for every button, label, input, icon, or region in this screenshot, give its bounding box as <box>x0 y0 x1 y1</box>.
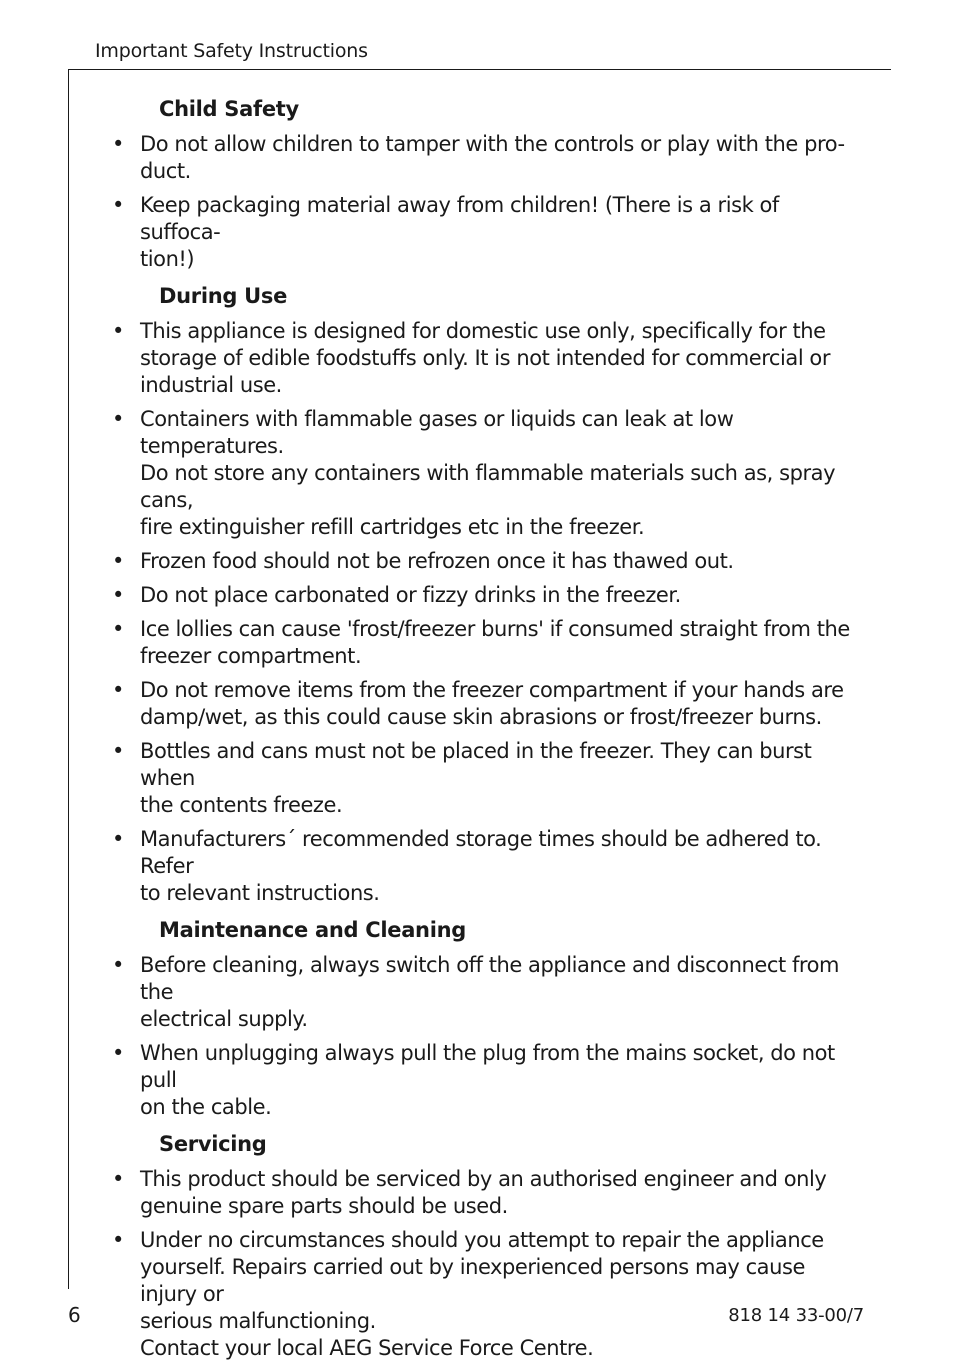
bullet-icon: • <box>112 678 124 702</box>
bullet-icon: • <box>112 1041 124 1065</box>
section-during-use <box>112 283 864 907</box>
list-item <box>112 406 864 541</box>
list-item-text: Manufacturers´ recommended storage times should be adhered to. Refer to relevant instructions. <box>140 827 822 905</box>
list-item <box>112 952 864 1033</box>
list-item-text: Do not remove items from the freezer compartment if your hands are damp/wet, as this could cause skin abrasions or frost/freezer burns. <box>140 678 844 729</box>
margin-rule <box>68 69 69 1289</box>
section-heading: Servicing <box>159 1132 267 1156</box>
list-item-text: This appliance is designed for domestic use only, specifically for the storage of edible foodstuffs only. It is not intended for commercial or industrial use. <box>140 319 831 397</box>
list-item-text: Before cleaning, always switch off the appliance and disconnect from the electrical supply. <box>140 953 840 1031</box>
bullet-icon: • <box>112 549 124 573</box>
bullet-icon: • <box>112 583 124 607</box>
list-item <box>112 318 864 399</box>
list-item <box>112 582 864 609</box>
list-item <box>112 131 864 185</box>
section-heading: Child Safety <box>159 97 299 121</box>
list-item <box>112 1166 864 1220</box>
bullet-icon: • <box>112 1228 124 1252</box>
bullet-icon: • <box>112 827 124 851</box>
bullet-list <box>112 131 864 273</box>
list-item <box>112 616 864 670</box>
bullet-icon: • <box>112 132 124 156</box>
header-rule <box>69 69 891 70</box>
bullet-list <box>112 952 864 1121</box>
list-item-text: Do not place carbonated or fizzy drinks in the freezer. <box>140 583 681 607</box>
list-item <box>112 677 864 731</box>
instructions-body <box>112 96 864 1372</box>
running-header: Important Safety Instructions <box>95 40 368 62</box>
bullet-list <box>112 318 864 907</box>
bullet-icon: • <box>112 1167 124 1191</box>
list-item <box>112 738 864 819</box>
list-item <box>112 548 864 575</box>
bullet-icon: • <box>112 617 124 641</box>
bullet-icon: • <box>112 319 124 343</box>
list-item-text: Ice lollies can cause 'frost/freezer burns' if consumed straight from the freezer compartment. <box>140 617 850 668</box>
list-item <box>112 192 864 273</box>
list-item-text: Under no circumstances should you attempt to repair the appliance yourself. Repairs carried out by inexperienced persons may cause injury or serious malfunctioning. Contact your local AEG Service Force Centre. <box>140 1228 824 1360</box>
section-child-safety <box>112 96 864 273</box>
document-code: 818 14 33-00/7 <box>728 1305 864 1326</box>
bullet-icon: • <box>112 193 124 217</box>
list-item-text: Frozen food should not be refrozen once it has thawed out. <box>140 549 734 573</box>
list-item <box>112 1040 864 1121</box>
list-item-text: Do not allow children to tamper with the controls or play with the pro- duct. <box>140 132 845 183</box>
bullet-icon: • <box>112 739 124 763</box>
section-heading: During Use <box>159 284 288 308</box>
list-item-text: Bottles and cans must not be placed in the freezer. They can burst when the contents freeze. <box>140 739 812 817</box>
list-item-text: This product should be serviced by an authorised engineer and only genuine spare parts should be used. <box>140 1167 827 1218</box>
list-item <box>112 1227 864 1362</box>
page-number: 6 <box>68 1303 81 1327</box>
list-item <box>112 826 864 907</box>
bullet-list <box>112 1166 864 1362</box>
list-item-text: When unplugging always pull the plug from the mains socket, do not pull on the cable. <box>140 1041 835 1119</box>
list-item-text: Containers with flammable gases or liquids can leak at low temperatures. Do not store any containers with flammable materials such as, spray cans, fire extinguisher refill cartridges etc in the freezer. <box>140 407 836 539</box>
section-heading: Maintenance and Cleaning <box>159 918 466 942</box>
section-maintenance-cleaning <box>112 917 864 1121</box>
bullet-icon: • <box>112 407 124 431</box>
bullet-icon: • <box>112 953 124 977</box>
list-item-text: Keep packaging material away from children! (There is a risk of suffoca- tion!) <box>140 193 779 271</box>
